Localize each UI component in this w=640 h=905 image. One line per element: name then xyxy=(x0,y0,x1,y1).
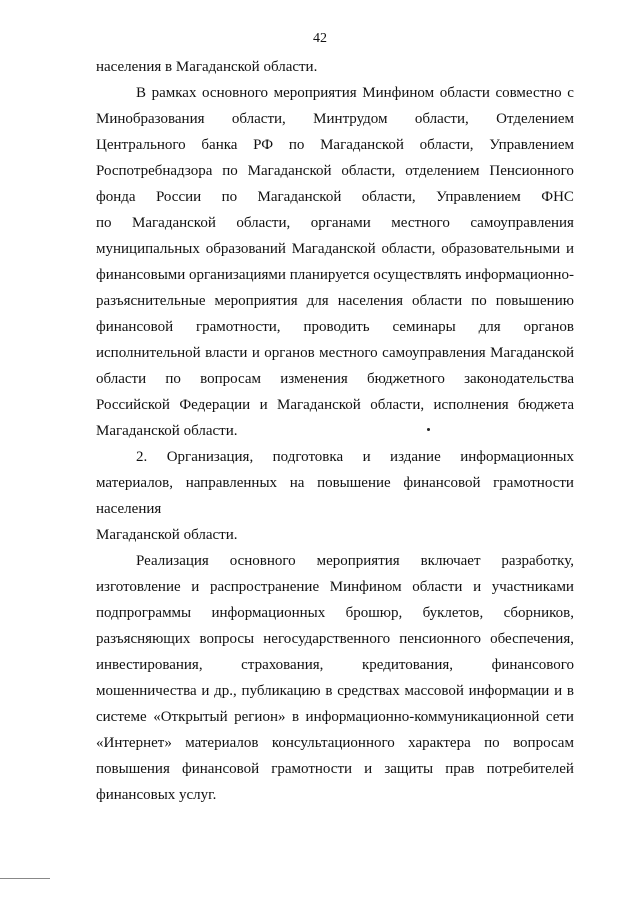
paragraph-1 xyxy=(96,54,574,80)
text-line: населения xyxy=(96,501,162,517)
text-line: «Интернет» материалов консультационного характера по вопросам xyxy=(96,735,574,751)
paragraph-4 xyxy=(96,548,574,808)
text-line: подпрограммы информационных брошюр, буклетов, сборников, xyxy=(96,605,574,621)
text-line: фонда России по Магаданской области, Управлением ФНС xyxy=(96,189,574,205)
text-line: финансовыми организациями планируется осуществлять информационно- xyxy=(96,267,574,283)
text-line: области по вопросам изменения бюджетного законодательства xyxy=(96,371,574,387)
text-line: системе «Открытый регион» в информационно-коммуникационной сети xyxy=(96,709,574,725)
page-number: 42 xyxy=(313,31,327,46)
document-body xyxy=(96,54,574,808)
text-line: мошенничества и др., публикацию в средствах массовой информации и в xyxy=(96,683,574,699)
text-line: Магаданской области. xyxy=(96,527,238,543)
text-line: Магаданской области. xyxy=(96,423,238,439)
text-line: финансовых услуг. xyxy=(96,787,217,803)
section-heading-2 xyxy=(96,444,574,548)
text-line: исполнительной власти и органов местного самоуправления Магаданской xyxy=(96,345,574,361)
text-line: финансовой грамотности, проводить семинары для органов xyxy=(96,319,574,335)
text-line: разъясняющих вопросы негосударственного пенсионного обеспечения, xyxy=(96,631,574,647)
text-line: населения в Магаданской области. xyxy=(96,59,318,75)
text-line: муниципальных образований Магаданской области, образовательными и xyxy=(96,241,574,257)
paragraph-2 xyxy=(96,80,574,444)
text-line: Минобразования области, Минтрудом области, Отделением xyxy=(96,111,574,127)
text-line: В рамках основного мероприятия Минфином области совместно с xyxy=(136,85,574,101)
text-line: инвестирования, страхования, кредитования, финансового xyxy=(96,657,574,673)
text-line: Центрального банка РФ по Магаданской области, Управлением xyxy=(96,137,574,153)
text-line: 2. Организация, подготовка и издание информационных xyxy=(136,449,574,465)
text-line: разъяснительные мероприятия для населения области по повышению xyxy=(96,293,574,309)
scan-artifact-dot xyxy=(427,428,430,431)
footer-rule xyxy=(0,878,50,879)
text-line: Российской Федерации и Магаданской области, исполнения бюджета xyxy=(96,397,574,413)
text-line: Роспотребнадзора по Магаданской области, отделением Пенсионного xyxy=(96,163,574,179)
text-line: изготовление и распространение Минфином области и участниками xyxy=(96,579,574,595)
text-line: материалов, направленных на повышение финансовой грамотности xyxy=(96,475,574,491)
text-line: повышения финансовой грамотности и защиты прав потребителей xyxy=(96,761,574,777)
text-line: Реализация основного мероприятия включает разработку, xyxy=(136,553,574,569)
text-line: по Магаданской области, органами местного самоуправления xyxy=(96,215,574,231)
